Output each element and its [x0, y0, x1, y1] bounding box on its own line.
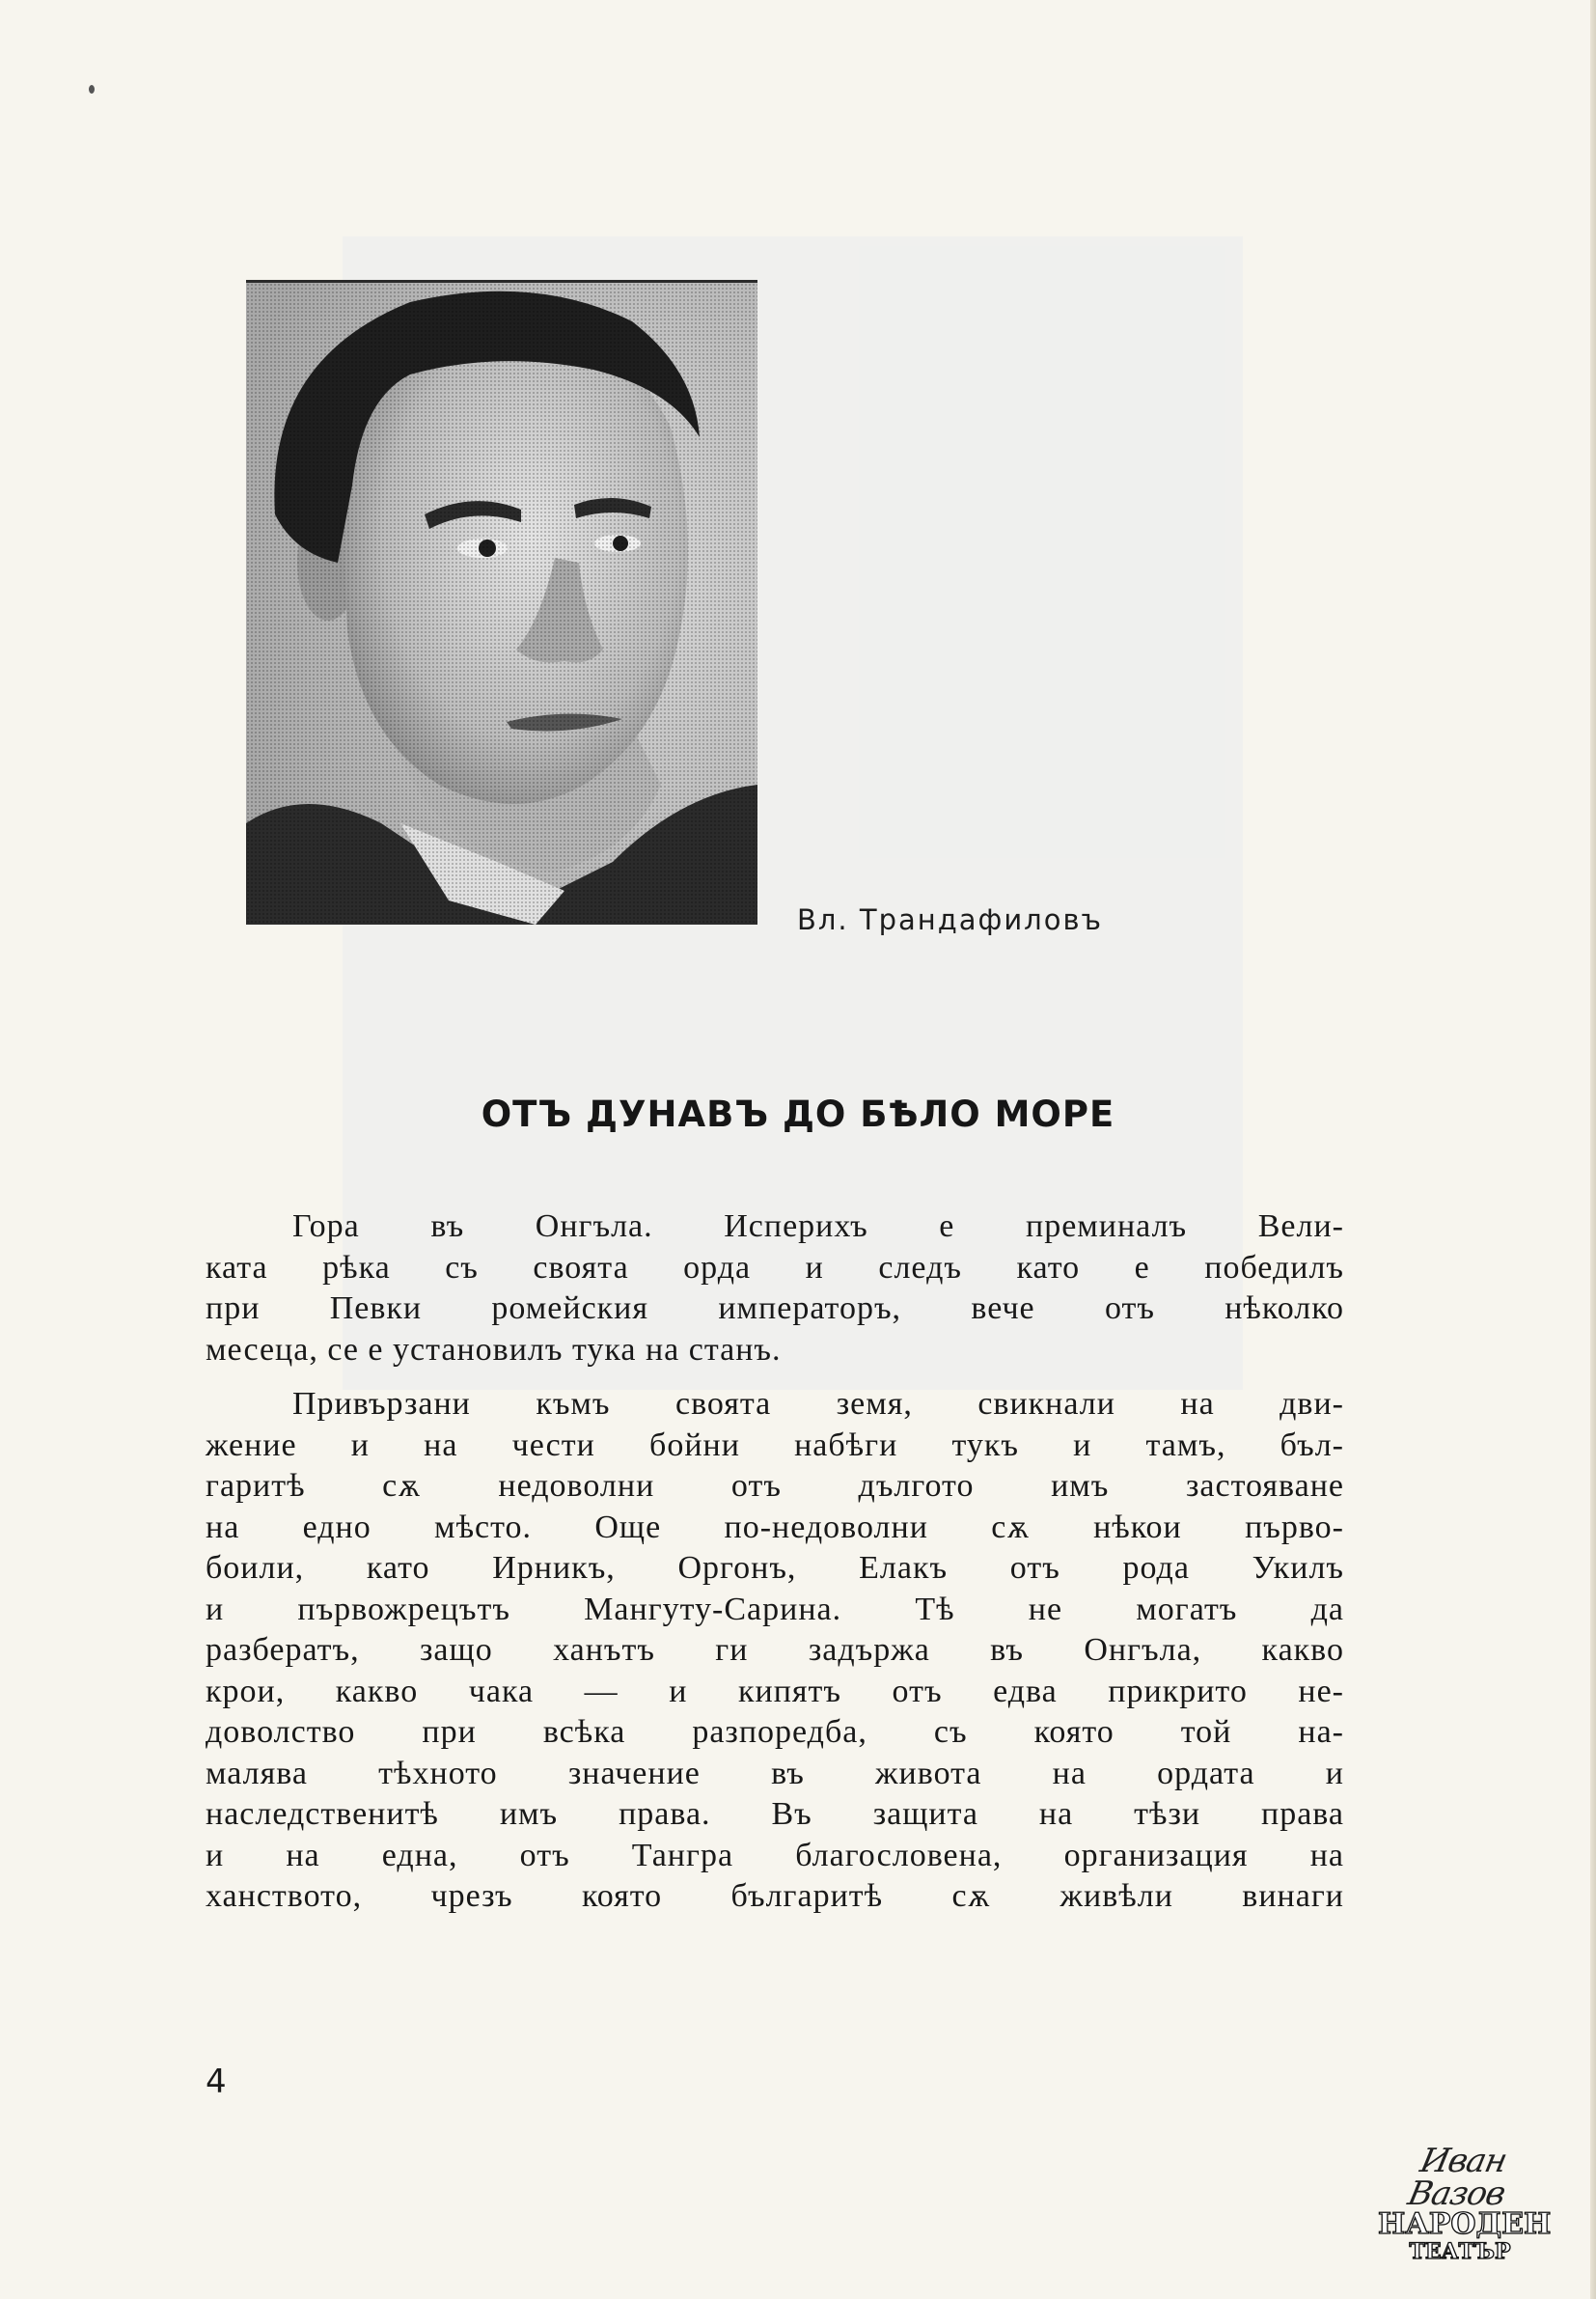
- page-edge: [1590, 0, 1596, 2299]
- portrait-photo: [246, 280, 757, 925]
- page-number: 4: [206, 2063, 227, 2101]
- paragraph-2: [206, 1384, 1344, 1918]
- national-theatre-logo: [1378, 2142, 1552, 2264]
- text-line: и първожрецътъ Мангуту-Сарина. Тѣ не могатъ да: [206, 1591, 1344, 1627]
- text-line: при Певки ромейския императоръ, вече отъ нѣколко: [206, 1290, 1344, 1326]
- text-line: и на една, отъ Тангра благословена, организация на: [206, 1837, 1344, 1873]
- text-line: ката рѣка съ своята орда и следъ като е победилъ: [206, 1249, 1344, 1286]
- portrait-image: [246, 283, 757, 925]
- text-line: Привързани къмъ своята земя, свикнали на дви-: [292, 1386, 1344, 1422]
- logo-line-1: НАРОДЕН: [1378, 2207, 1552, 2241]
- text-line: на едно мѣсто. Още по-недоволни сѫ нѣкои първо-: [206, 1509, 1344, 1545]
- text-line: доволство при всѣка разпоредба, съ която той на-: [206, 1714, 1344, 1750]
- paragraph-1: [206, 1206, 1344, 1371]
- text-line: боили, като Ирникъ, Оргонъ, Елакъ отъ рода Укилъ: [206, 1550, 1344, 1586]
- text-line: наследственитѣ имъ права. Въ защита на тѣзи права: [206, 1796, 1344, 1832]
- text-line: малява тѣхното значение въ живота на ордата и: [206, 1755, 1344, 1791]
- text-line: Гора въ Онгъла. Исперихъ е преминалъ Вели-: [292, 1208, 1344, 1244]
- text-line: крои, какво чака — и кипятъ отъ едва прикрито не-: [206, 1673, 1344, 1709]
- paper-speck: [89, 85, 95, 94]
- text-line: жение и на чести бойни набѣги тукъ и тамъ, бъл-: [206, 1426, 1344, 1463]
- text-line: ханството, чрезъ която българитѣ сѫ живѣли винаги: [206, 1878, 1344, 1914]
- article-title: ОТЪ ДУНАВЪ ДО БѢЛО МОРЕ: [481, 1094, 1115, 1135]
- text-line: разбератъ, защо ханътъ ги задържа въ Онгъла, какво: [206, 1632, 1344, 1668]
- logo-line-2: ТЕАТЪР: [1409, 2239, 1511, 2264]
- logo-signature: Иван Вазов: [1404, 2142, 1510, 2213]
- article-body: [206, 1206, 1344, 1931]
- text-line: месеца, се е установилъ тука на станъ.: [206, 1331, 782, 1368]
- text-line: гаритѣ сѫ недоволни отъ дългото имъ застояване: [206, 1468, 1344, 1504]
- photo-caption: Вл. Трандафиловъ: [797, 903, 1104, 936]
